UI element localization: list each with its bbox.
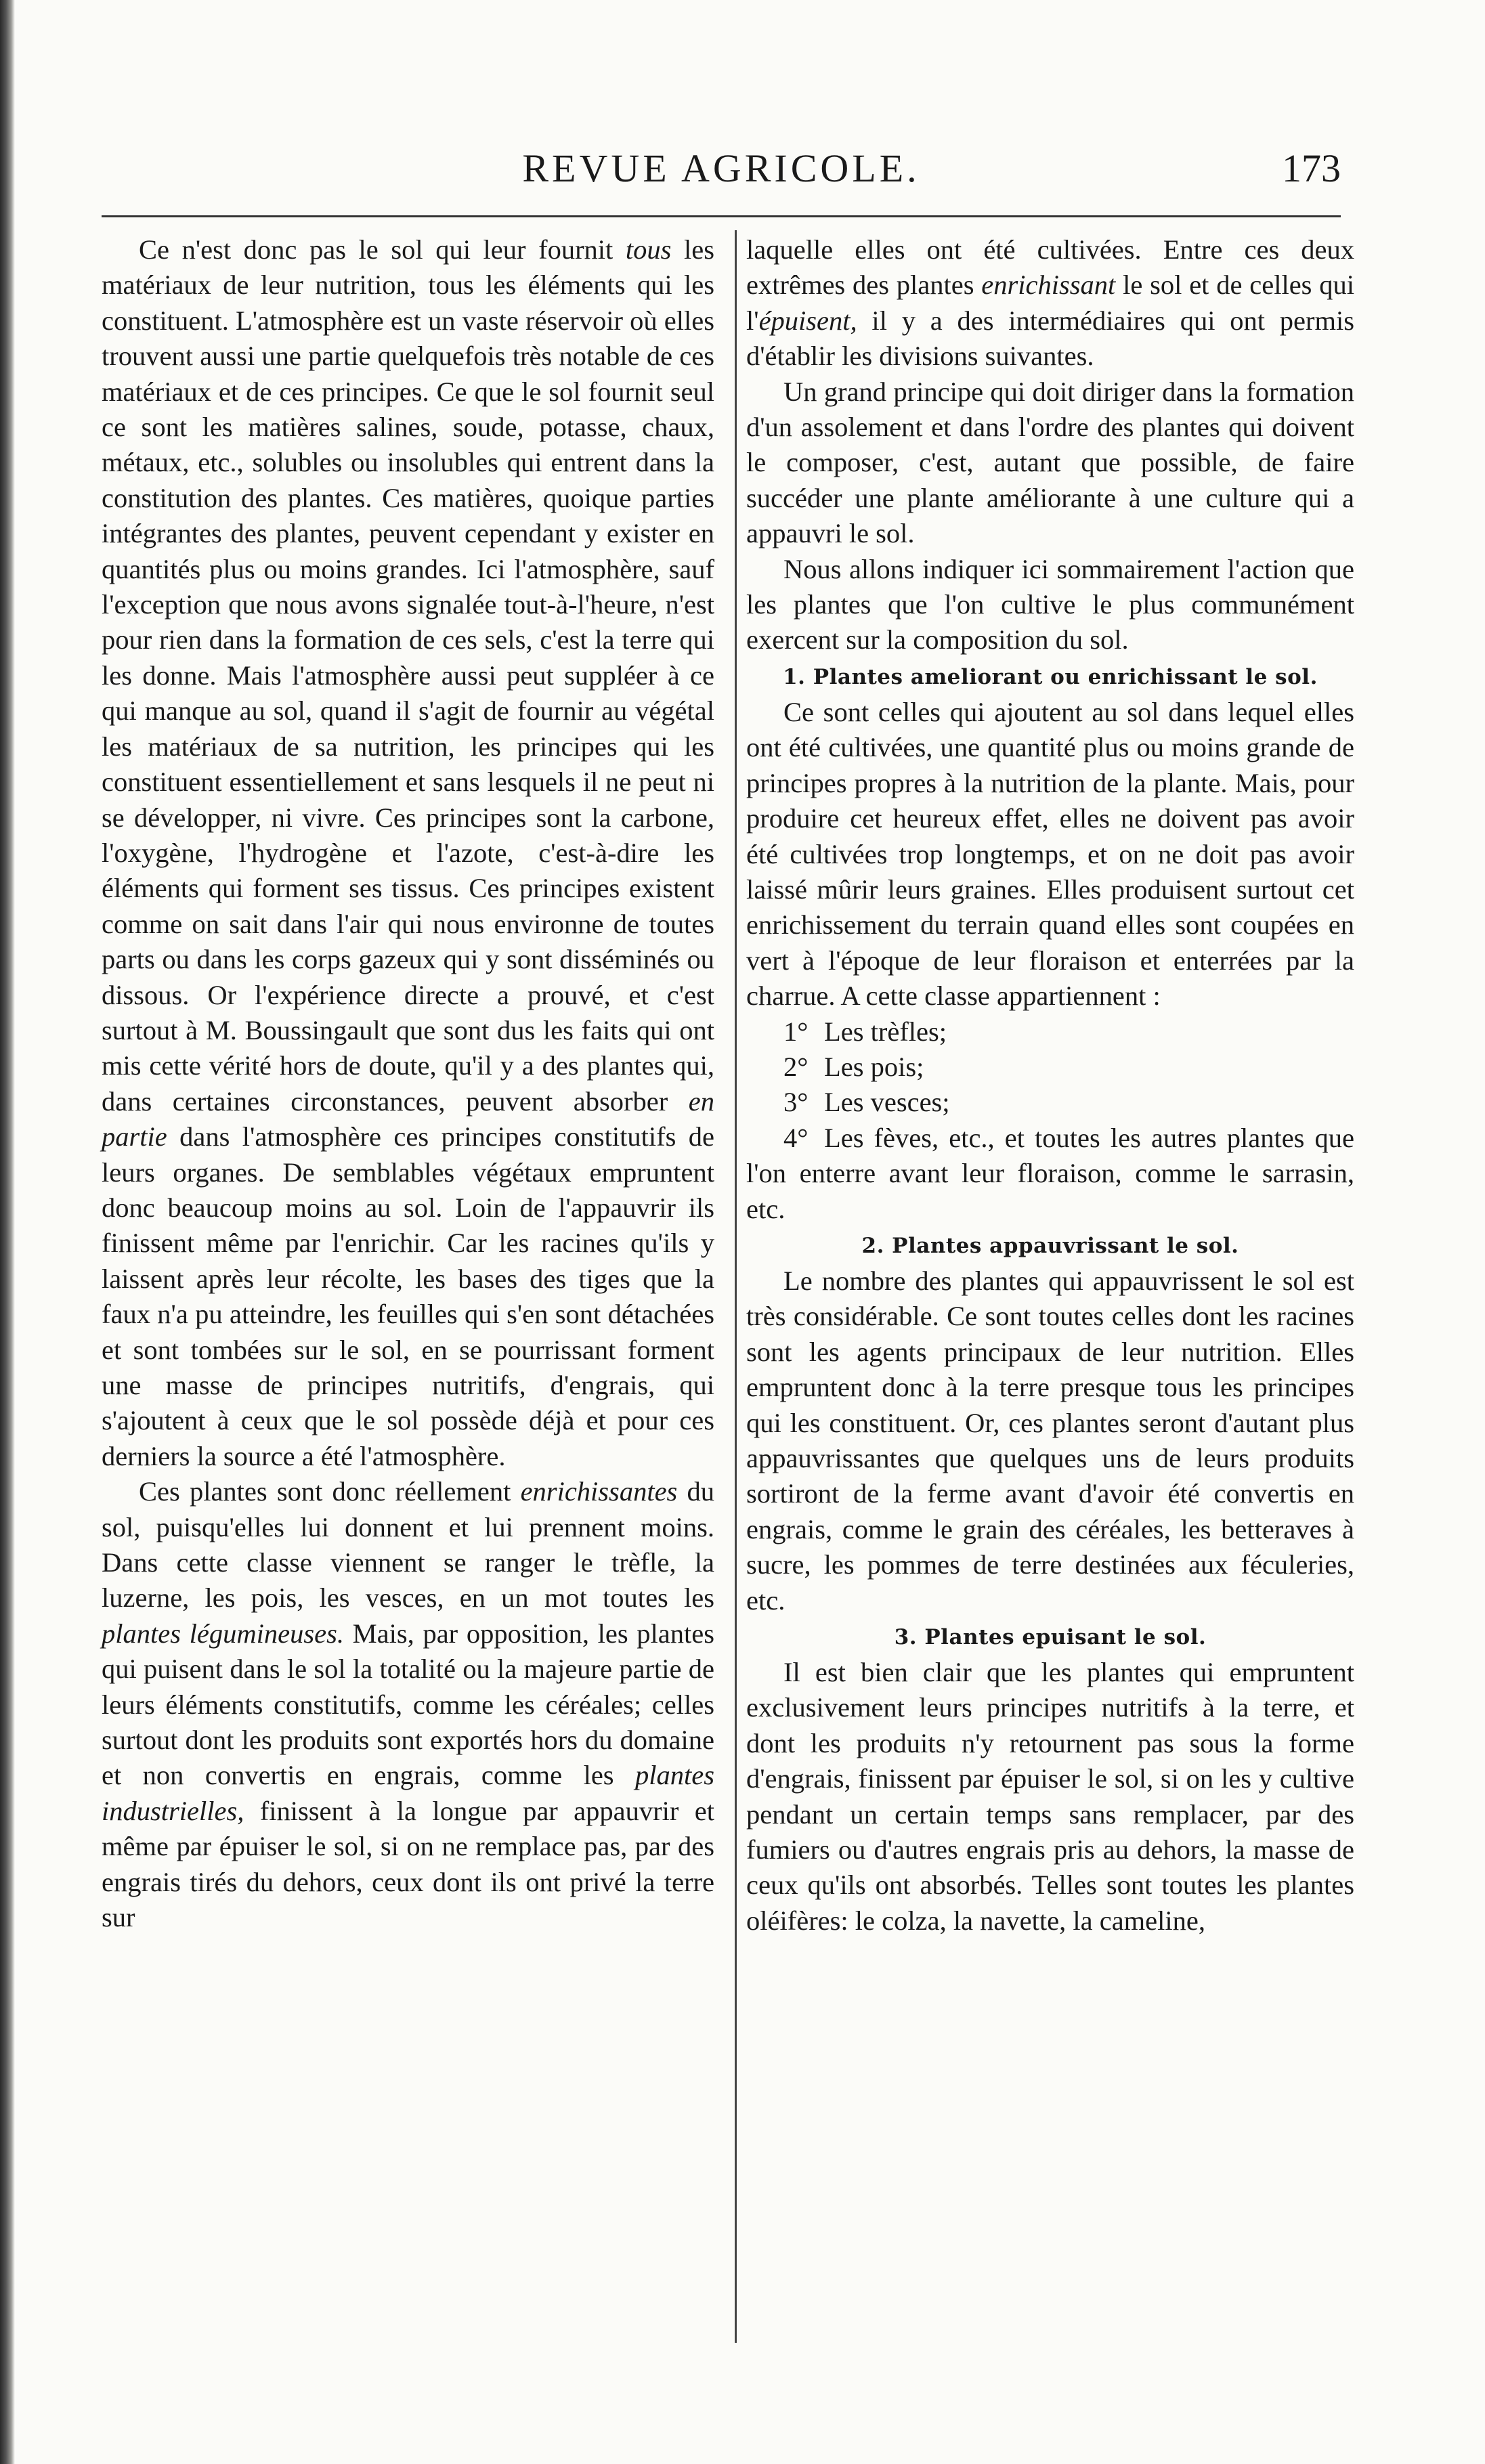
section-heading-epuisant: 3. Plantes epuisant le sol. xyxy=(894,1625,1207,1650)
paragraph xyxy=(746,232,1354,374)
list-item xyxy=(746,1085,1354,1120)
left-column xyxy=(102,232,714,1936)
list-number: 1° xyxy=(783,1016,809,1047)
paragraph xyxy=(102,232,714,1474)
paragraph: Le nombre des plantes qui appauvrissent le sol est très considérable. Ce sont toutes celles dont les racines sont les agents principaux de leur nutrition. Elles empruntent donc à la terre presque tous les principes qui les constituent. Or, ces plantes seront d'autant plus appauvrissantes que quelques uns de leurs produits sortiront de la ferme avant d'avoir été convertis en engrais, comme le grain des céréales, les betteraves à sucre, les pommes de terre destinées aux féculeries, etc. xyxy=(746,1265,1354,1616)
column-divider xyxy=(735,230,737,2343)
paragraph: Ce sont celles qui ajoutent au sol dans lequel elles ont été cultivées, une quantité plus ou moins grande de principes propres à la nutrition de la plante. Mais, pour produire cet heureux effet, elles ne doivent pas avoir été cultivées trop longtemps, et on ne doit pas avoir laissé mûrir leurs graines. Elles produisent surtout cet enrichissement du terrain quand elles sont coupées en vert à l'époque de leur floraison et enterrées par la charrue. A cette classe appartiennent : xyxy=(746,696,1354,1012)
text-run: du sol, puisqu'elles lui donnent et lui prennent moins. Dans cette classe viennent se ranger le trèfle, la luzerne, les pois, les vesces, en un mot toutes les xyxy=(102,1476,715,1614)
section-heading-ameliorant: 1. Plantes ameliorant ou enrichissant le sol. xyxy=(783,664,1318,689)
italic-text: plantes légumineuses. xyxy=(102,1618,344,1649)
list-item xyxy=(746,1050,1354,1085)
list-text: Les fèves, etc., et toutes les autres plantes que l'on enterre avant leur floraison, comme le sarrasin, etc. xyxy=(746,1122,1354,1224)
text-run: le sol et de celles qui l' xyxy=(746,269,1354,336)
list-item xyxy=(746,1121,1354,1227)
paragraph: Un grand principe qui doit diriger dans la formation d'un assolement et dans l'ordre des plantes qui doivent le composer, c'est, autant que possible, de faire succéder une plante améliorante à une culture qui a appauvri le sol. xyxy=(746,376,1354,549)
list-number: 2° xyxy=(783,1051,809,1082)
italic-text: tous xyxy=(625,234,672,265)
italic-text: enrichissant xyxy=(981,269,1116,301)
running-header xyxy=(102,139,1341,200)
list-text: Les vesces; xyxy=(824,1087,950,1118)
text-run: les matériaux de leur nutrition, tous les éléments qui les constituent. L'atmosphère est un vaste réservoir où elles trouvent aussi une partie quelquefois très notable de ces matériaux et de ces principes. Ce que le sol fournit seul ce sont les matières salines, soude, potasse, chaux, métaux, etc., solubles ou insolubles qui entrent dans la constitution des plantes. Ces matières, quoique parties intégrantes des plantes, peuvent cependant y exister en quantités plus ou moins grandes. Ici l'atmosphère, sauf l'exception que nous avons signalée tout-à-l'heure, n'est pour rien dans la formation de ces sels, c'est la terre qui les donne. Mais l'atmosphère aussi peut suppléer à ce qui manque au sol, quand il s'agit de fournir au végétal les matériaux de sa nutrition, les principes qui les constituent essentiellement et sans lesquels il ne peut ni se développer, ni vivre. Ces principes sont la carbone, l'oxygène, l'hydrogène et l'azote, c'est-à-dire les éléments qui forment ses tissus. Ces principes existent comme on sait dans l'air qui nous environne de toutes parts ou dans les corps gazeux qui y sont disséminés ou dissous. Or l'expérience directe a prouvé, et c'est surtout à M. Boussingault que sont dus les faits qui ont mis cette vérité hors de doute, qu'il y a des plantes qui, dans certaines circonstances, peuvent absorber xyxy=(102,234,714,1117)
italic-text: en partie xyxy=(102,1085,714,1152)
italic-text: enrichissantes xyxy=(520,1476,678,1507)
section-heading-appauvrissant: 2. Plantes appauvrissant le sol. xyxy=(861,1233,1239,1258)
text-run: Ce n'est donc pas le sol qui leur fournit xyxy=(139,234,626,265)
list-item xyxy=(746,1014,1354,1050)
text-run: finissent à la longue par appauvrir et même par épuiser le sol, si on ne remplace pas, par des engrais tirés du dehors, ceux dont ils ont privé la terre sur xyxy=(102,1795,714,1933)
journal-title: REVUE AGRICOLE. xyxy=(522,146,920,190)
list-number: 3° xyxy=(783,1087,809,1118)
list-number: 4° xyxy=(783,1122,809,1153)
italic-text: épuisent, xyxy=(758,305,857,336)
book-binding-edge xyxy=(0,0,15,2464)
list-text: Les pois; xyxy=(824,1051,924,1082)
text-run: il y a des intermédiaires qui ont permis d'établir les divisions suivantes. xyxy=(746,305,1354,372)
list-text: Les trèfles; xyxy=(824,1016,947,1047)
paragraph: Nous allons indiquer ici sommairement l'action que les plantes que l'on cultive le plus communément exercent sur la composition du sol. xyxy=(746,553,1354,655)
text-run: Ces plantes sont donc réellement xyxy=(139,1476,521,1507)
text-run: Mais, par opposition, les plantes qui puisent dans le sol la totalité ou la majeure partie de leurs éléments constitutifs, comme les céréales; celles surtout dont les produits sont exportés hors du domaine et non convertis en engrais, comme les xyxy=(102,1618,714,1791)
right-column xyxy=(746,232,1354,1939)
paragraph: Il est bien clair que les plantes qui empruntent exclusivement leurs principes nutritifs à la terre, et dont les produits n'y retournent pas sous la forme d'engrais, finissent par épuiser le sol, si on les y cultive pendant un certain temps sans remplacer, par des fumiers ou d'autres engrais pris au dehors, la masse de ceux qu'ils ont absorbés. Telles sont toutes les plantes oléifères: le colza, la navette, la cameline, xyxy=(746,1657,1354,1936)
paragraph xyxy=(102,1474,714,1935)
text-run: laquelle elles ont été cultivées. Entre ces deux extrêmes des plantes xyxy=(746,234,1354,301)
header-rule xyxy=(102,215,1341,217)
page-number: 173 xyxy=(1282,146,1341,190)
text-run: dans l'atmosphère ces principes constitutifs de leurs organes. De semblables végétaux empruntent donc beaucoup moins au sol. Loin de l'appauvrir ils finissent même par l'enrichir. Car les racines qu'ils y laissent après leur récolte, les bases des tiges que la faux n'a pu atteindre, les feuilles qui s'en sont détachées et sont tombées sur le sol, en se pourrissant forment une masse de principes nutritifs, d'engrais, qui s'ajoutent à ceux que le sol possède déjà et pour ces derniers la source a été l'atmosphère. xyxy=(102,1121,714,1471)
italic-text: plantes industrielles, xyxy=(102,1760,714,1826)
